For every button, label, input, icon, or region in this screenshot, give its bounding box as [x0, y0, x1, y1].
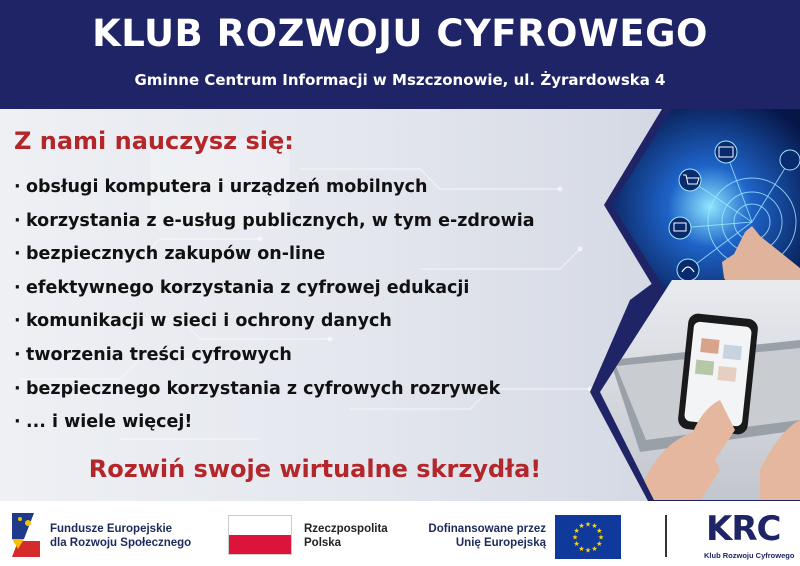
eu-star: ★ — [571, 534, 579, 542]
fe-logo-icon — [10, 509, 44, 559]
list-item-label: komunikacji w sieci i ochrony danych — [26, 311, 392, 332]
list-item-label: tworzenia treści cyfrowych — [26, 344, 292, 365]
eu-star: ★ — [591, 545, 598, 553]
tagline: Rozwiń swoje wirtualne skrzydła! — [88, 455, 542, 483]
list-item — [14, 412, 535, 446]
rp-line-2: Polska — [304, 537, 342, 549]
eu-cofinance-text — [420, 522, 546, 550]
bullet: · — [14, 210, 21, 231]
eu-star: ★ — [573, 541, 580, 548]
skills-list — [14, 177, 535, 446]
list-item — [14, 311, 535, 345]
bullet: · — [14, 344, 21, 365]
list-item — [14, 379, 535, 413]
footer-divider — [665, 515, 667, 557]
eu-star: ★ — [591, 523, 598, 531]
rp-logo-text — [304, 522, 388, 550]
list-item — [14, 345, 535, 379]
bullet: · — [14, 412, 21, 433]
list-item-label: bezpiecznego korzystania z cyfrowych rozrywek — [26, 378, 501, 399]
eu-star: ★ — [584, 547, 592, 555]
bullet: · — [14, 277, 21, 298]
bullet: · — [14, 311, 21, 332]
page-title: KLUB ROZWOJU CYFROWEGO — [92, 12, 708, 55]
page-subtitle: Gminne Centrum Informacji w Mszczonowie, ul. Żyrardowska 4 — [134, 71, 666, 89]
eu-star: ★ — [596, 541, 603, 548]
list-item — [14, 244, 535, 278]
krc-logo-icon: KRC — [706, 509, 781, 549]
bullet: · — [14, 177, 21, 197]
list-item-label: korzystania z e-usług publicznych, w tym e-zdrowia — [26, 210, 535, 231]
eu-star: ★ — [597, 534, 605, 542]
pl-flag-icon — [228, 515, 292, 555]
fe-line-2: dla Rozwoju Społecznego — [50, 537, 192, 549]
bullet: · — [14, 244, 21, 265]
ue-line-1: Dofinansowane przez — [428, 523, 546, 535]
lead-heading: Z nami nauczysz się: — [14, 127, 294, 155]
header-banner — [0, 0, 800, 109]
krc-logo-caption: Klub Rozwoju Cyfrowego — [704, 551, 795, 560]
rp-line-1: Rzeczpospolita — [304, 523, 388, 535]
list-item-label: efektywnego korzystania z cyfrowej edukacji — [26, 277, 470, 298]
eu-star: ★ — [578, 523, 585, 531]
list-item — [14, 177, 535, 211]
list-item-label: bezpiecznych zakupów on-line — [26, 244, 326, 265]
list-item-label: obsługi komputera i urządzeń mobilnych — [26, 177, 428, 197]
list-item — [14, 211, 535, 245]
footer-logos — [0, 501, 800, 566]
eu-star: ★ — [578, 545, 585, 553]
bullet: · — [14, 378, 21, 399]
eu-star: ★ — [573, 528, 580, 535]
eu-star: ★ — [584, 521, 592, 529]
ue-line-2: Unię Europejską — [455, 537, 546, 549]
list-item-label: ... i wiele więcej! — [26, 412, 193, 433]
list-item — [14, 278, 535, 312]
fe-logo-text — [50, 522, 191, 550]
eu-flag-icon — [555, 515, 621, 559]
eu-star: ★ — [596, 528, 603, 535]
fe-line-1: Fundusze Europejskie — [50, 523, 173, 535]
